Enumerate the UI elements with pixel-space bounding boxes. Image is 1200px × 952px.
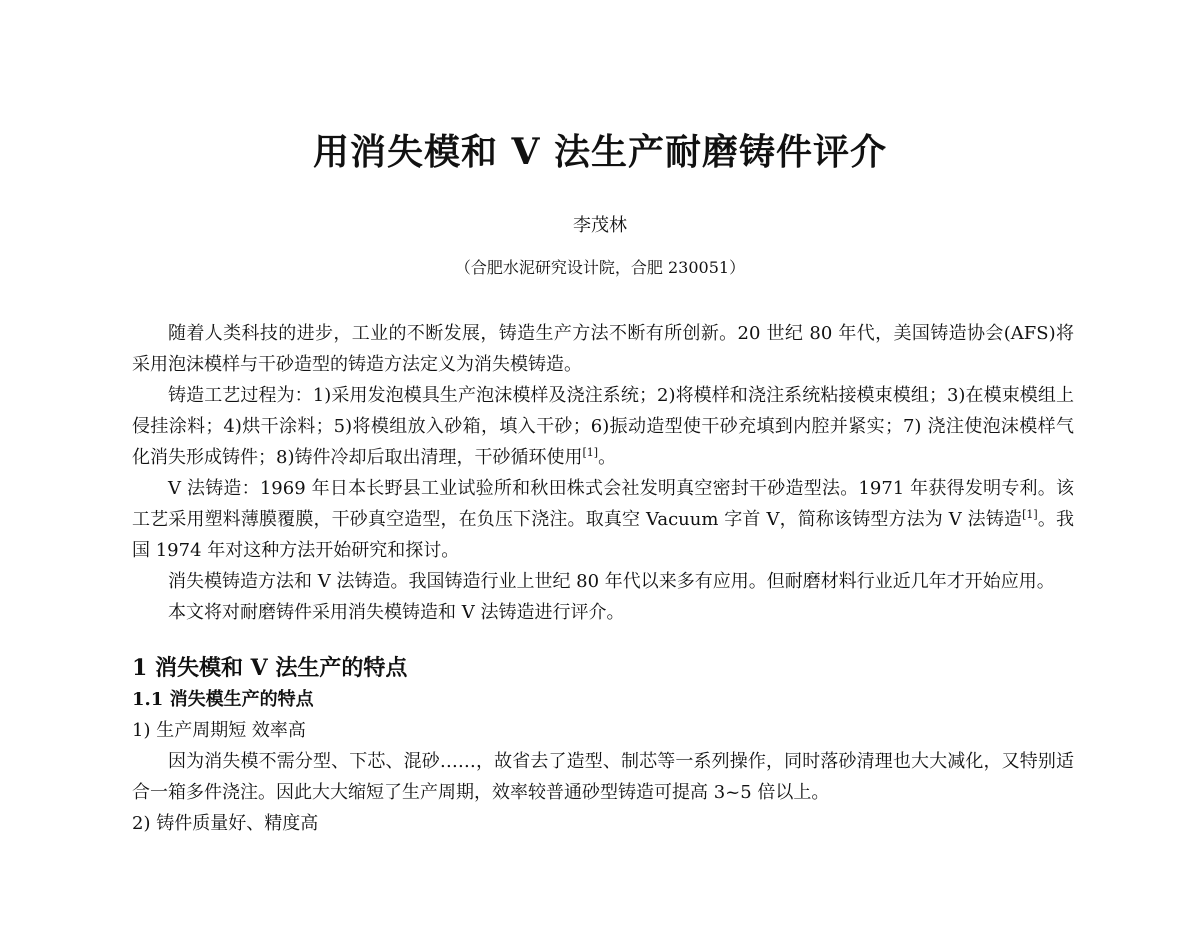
section-heading: 1 消失模和 V 法生产的特点 [132,655,408,681]
citation-ref[interactable]: [1] [582,446,599,459]
intro-paragraph-1: 随着人类科技的进步，工业的不断发展，铸造生产方法不断有所创新。20 世纪 80 年代，美国铸造协会(AFS)将采用泡沫模样与干砂造型的铸造方法定义为消失模铸造。 [132,323,1074,375]
intro-paragraph-2-end: 。 [598,447,617,468]
citation-ref[interactable]: [1] [1022,508,1038,521]
list-item-title: 1) 生产周期短 效率高 [132,720,306,741]
paper-body [132,318,1074,839]
intro-paragraph-3-end: 。我国 1974 年对这种方法开始研究和探讨。 [132,509,1075,561]
intro-paragraph-5: 本文将对耐磨铸件采用消失模铸造和 V 法铸造进行评介。 [168,602,625,623]
subsection-heading: 1.1 消失模生产的特点 [132,689,314,710]
author-affiliation: （合肥水泥研究设计院，合肥 230051） [454,258,746,277]
list-item-body: 因为消失模不需分型、下芯、混砂……，故省去了造型、制芯等一系列操作，同时落砂清理也大大减化，又特别适合一箱多件浇注。因此大大缩短了生产周期，效率较普通砂型铸造可提高 3~5 倍以上。 [132,751,1074,803]
intro-paragraph-2-text: 铸造工艺过程为：1)采用发泡模具生产泡沫模样及浇注系统；2)将模样和浇注系统粘接模束模组；3)在模束模组上侵挂涂料；4)烘干涂料；5)将模组放入砂箱，填入干砂；6)振动造型使干砂充填到内腔并紧实；7) 浇注使泡沫模样气化消失形成铸件；8)铸件冷却后取出清理，干砂循环使用 [132,385,1074,468]
intro-paragraph-3 [132,473,1074,566]
list-item-title: 2) 铸件质量好、精度高 [132,813,319,834]
intro-paragraph-4: 消失模铸造方法和 V 法铸造。我国铸造行业上世纪 80 年代以来多有应用。但耐磨材料行业近几年才开始应用。 [168,571,1055,592]
paper-title: 用消失模和 V 法生产耐磨铸件评介 [313,131,887,173]
intro-paragraph-2 [132,380,1074,473]
author-name: 李茂林 [573,215,627,236]
intro-paragraph-3-text: V 法铸造：1969 年日本长野县工业试验所和秋田株式会社发明真空密封干砂造型法。1971 年获得发明专利。该工艺采用塑料薄膜覆膜，干砂真空造型，在负压下浇注。取真空 Vacuum 字首 V，简称该铸型方法为 V 法铸造 [132,478,1074,530]
